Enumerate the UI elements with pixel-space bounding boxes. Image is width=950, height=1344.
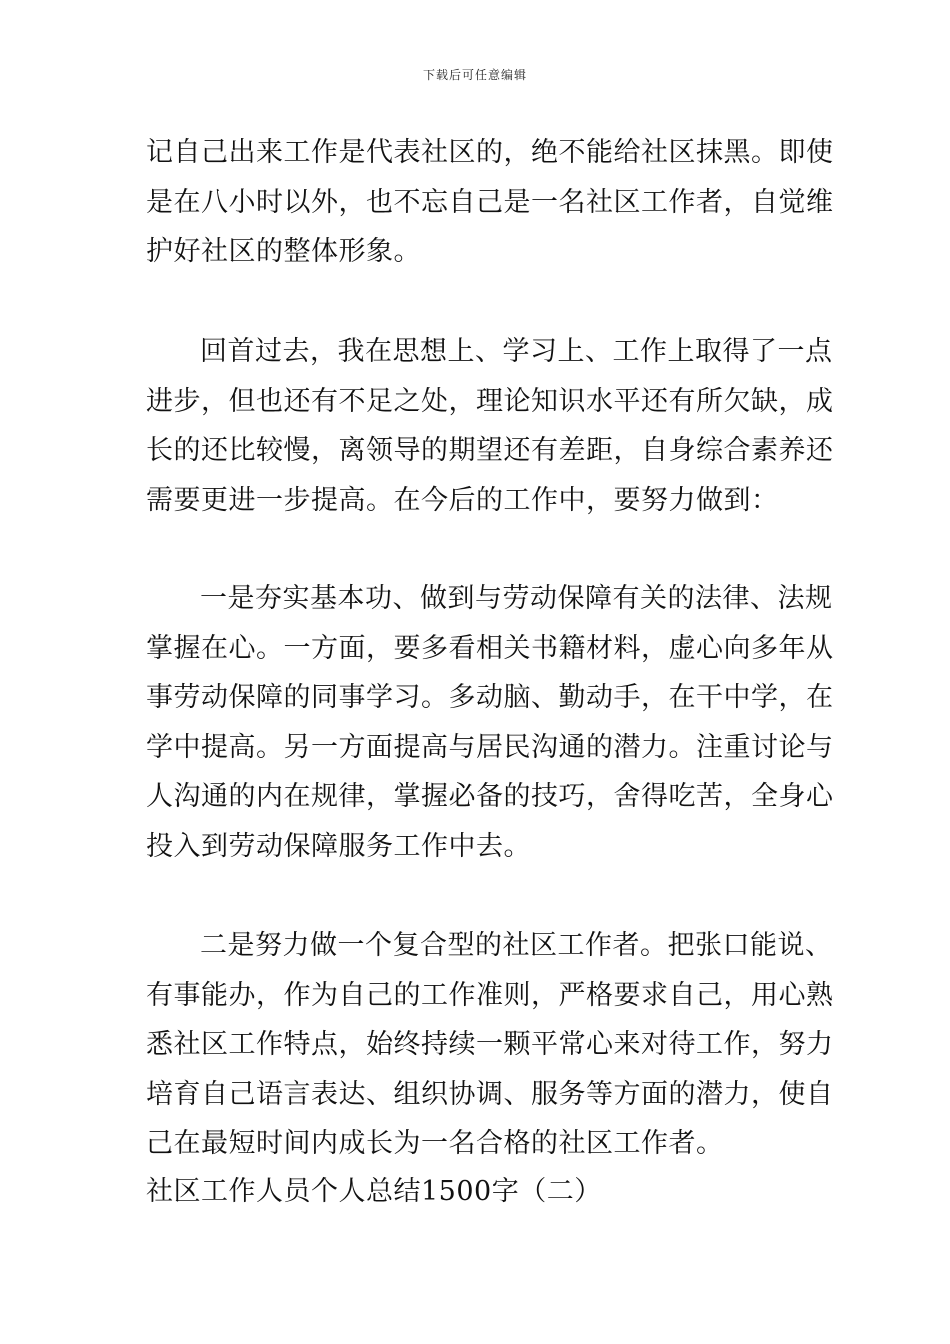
paragraph-line: 事劳动保障的同事学习。多动脑、勤动手，在干中学，在 [146,682,834,713]
paragraph-line: 是在八小时以外，也不忘自己是一名社区工作者，自觉维 [146,186,834,218]
page-header: 下载后可任意编辑 [422,68,527,82]
paragraph-line: 培育自己语言表达、组织协调、服务等方面的潜力，使自 [146,1078,834,1110]
paragraph-line: 长的还比较慢，离领导的期望还有差距，自身综合素养还 [146,435,834,466]
section-heading-text: 社区工作人员个人总结1500字（二） [146,1176,602,1207]
paragraph-line: 己在最短时间内成长为一名合格的社区工作者。 [146,1128,724,1159]
paragraph-4 [146,921,834,1169]
paragraph-line: 掌握在心。一方面，要多看相关书籍材料，虚心向多年从 [146,632,834,664]
paragraph-line: 回首过去，我在思想上、学习上、工作上取得了一点 [200,336,833,367]
paragraph-line: 一是夯实基本功、做到与劳动保障有关的法律、法规 [200,583,833,614]
paragraph-line: 学中提高。另一方面提高与居民沟通的潜力。注重讨论与 [146,731,834,763]
section-heading [146,1167,806,1217]
paragraph-line: 人沟通的内在规律，掌握必备的技巧，舍得吃苦，全身心 [146,781,834,812]
paragraph-line: 需要更进一步提高。在今后的工作中，要努力做到： [146,484,779,516]
paragraph-line: 有事能办，作为自己的工作准则，严格要求自己，用心熟 [146,979,834,1011]
paragraph-2 [146,327,834,525]
paragraph-line: 二是努力做一个复合型的社区工作者。把张口能说、 [200,930,833,961]
paragraph-line: 投入到劳动保障服务工作中去。 [146,830,531,862]
paragraph-1 [146,128,834,277]
paragraph-line: 进步，但也还有不足之处，理论知识水平还有所欠缺，成 [146,385,834,417]
paragraph-line: 护好社区的整体形象。 [146,236,421,267]
paragraph-line: 悉社区工作特点，始终持续一颗平常心来对待工作，努力 [146,1029,834,1060]
paragraph-line: 记自己出来工作是代表社区的，绝不能给社区抹黑。即使 [146,137,834,168]
paragraph-3 [146,574,834,871]
